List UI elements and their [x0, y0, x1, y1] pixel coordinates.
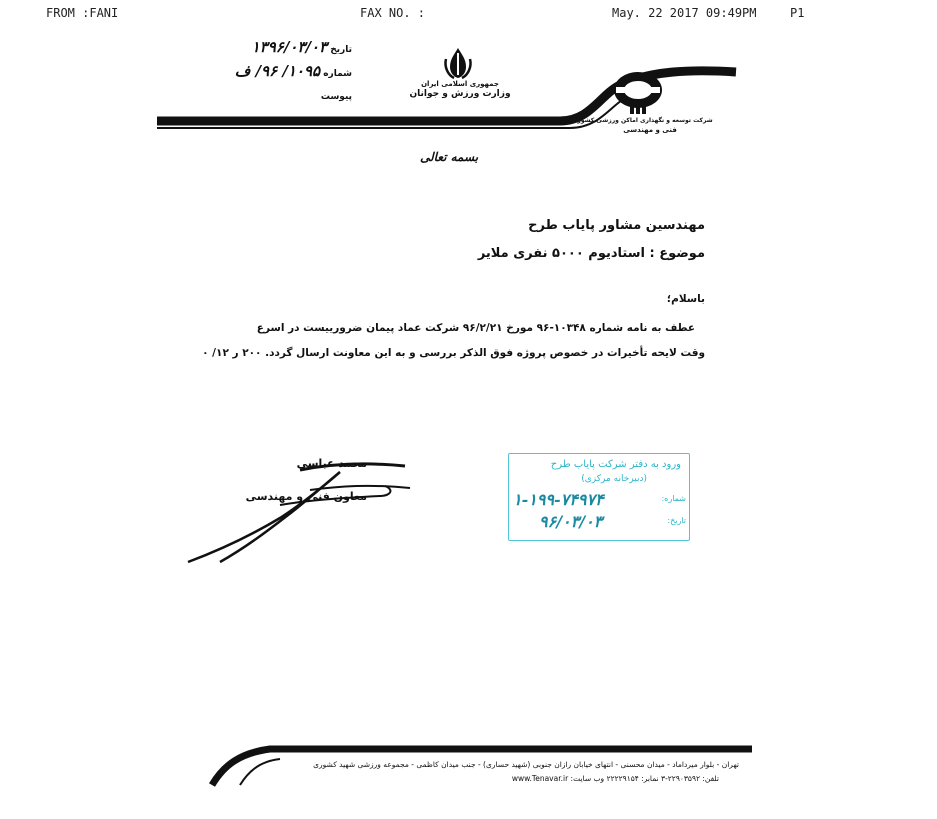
company-line1: شرکت توسعه و نگهداری اماکن ورزشی کشور: [577, 117, 713, 124]
signer-title: معاون فنی و مهندسی: [245, 490, 367, 503]
fax-from: FROM :FANI: [46, 6, 119, 20]
stamp-line2: (دبیرخانه مرکزی): [581, 474, 647, 484]
iran-emblem-icon: [440, 45, 476, 81]
footer-contact: تلفن: ۲۲۹۰۳۵۹۲-۳ نمابر: ۲۲۲۲۹۱۵۴ وب سایت: www.Tenavar.ir: [511, 774, 719, 783]
body-line-2: وقت لایحه تأخیرات در خصوص پروژه فوق الذکر بررسی و به این معاونت ارسال گردد. ۲۰۰ ر ۱۲/ ۰: [202, 347, 705, 359]
letter-attachment-row: [321, 92, 352, 102]
fax-number-label: FAX NO. :: [360, 6, 426, 20]
stamp-number-label: شماره:: [661, 494, 686, 503]
attachment-label: پیوست: [320, 92, 352, 102]
handwritten-signature: [180, 450, 430, 580]
date-label: تاریخ: [330, 45, 352, 55]
greeting: باسلام؛: [666, 293, 705, 305]
invocation: بسمه تعالی: [420, 150, 479, 164]
ministry-line2: وزارت ورزش و جوانان: [409, 89, 511, 99]
footer-address: تهران - بلوار میرداماد - میدان محسنی - انتهای خیابان رازان جنوبی (شهید حساری) - جنب میدان کاظمی - مجموعه ورزشی شهید کشوری: [313, 760, 739, 769]
recipient: مهندسین مشاور پایاب طرح: [528, 218, 705, 233]
stamp-date-value: ۹۶/۰۳/۰۳: [539, 512, 603, 531]
subject: موضوع : استادیوم ۵۰۰۰ نفری ملایر: [477, 246, 705, 261]
stamp-number-value: ۱-۱۹۹-۷۴۹۷۴: [513, 490, 604, 509]
letter-date-row: [252, 38, 352, 56]
stamp-date-label: تاریخ:: [667, 516, 686, 525]
company-logo-icon: [608, 68, 668, 116]
signer-name: محمد عباسی: [296, 457, 367, 470]
ministry-line1: جمهوری اسلامی ایران: [421, 80, 499, 88]
letter-number-row: [235, 62, 352, 80]
body-line-1: عطف به نامه شماره ۱۰۳۴۸-۹۶ مورخ ۹۶/۲/۲۱ شرکت عماد پیمان ضرورییست در اسرع: [256, 322, 695, 334]
number-value: ۱۰۹۵/ ۹۶/ ف: [234, 62, 321, 80]
stamp-line1: ورود به دفتر شرکت پایاب طرح: [550, 459, 681, 470]
number-label: شماره: [323, 69, 352, 79]
fax-page: P1: [790, 6, 805, 20]
incoming-stamp: [508, 453, 690, 541]
company-line2: فنی و مهندسی: [623, 126, 677, 134]
fax-datetime: May. 22 2017 09:49PM: [612, 6, 757, 20]
date-value: ۱۳۹۶/۰۳/۰۳: [251, 38, 328, 56]
